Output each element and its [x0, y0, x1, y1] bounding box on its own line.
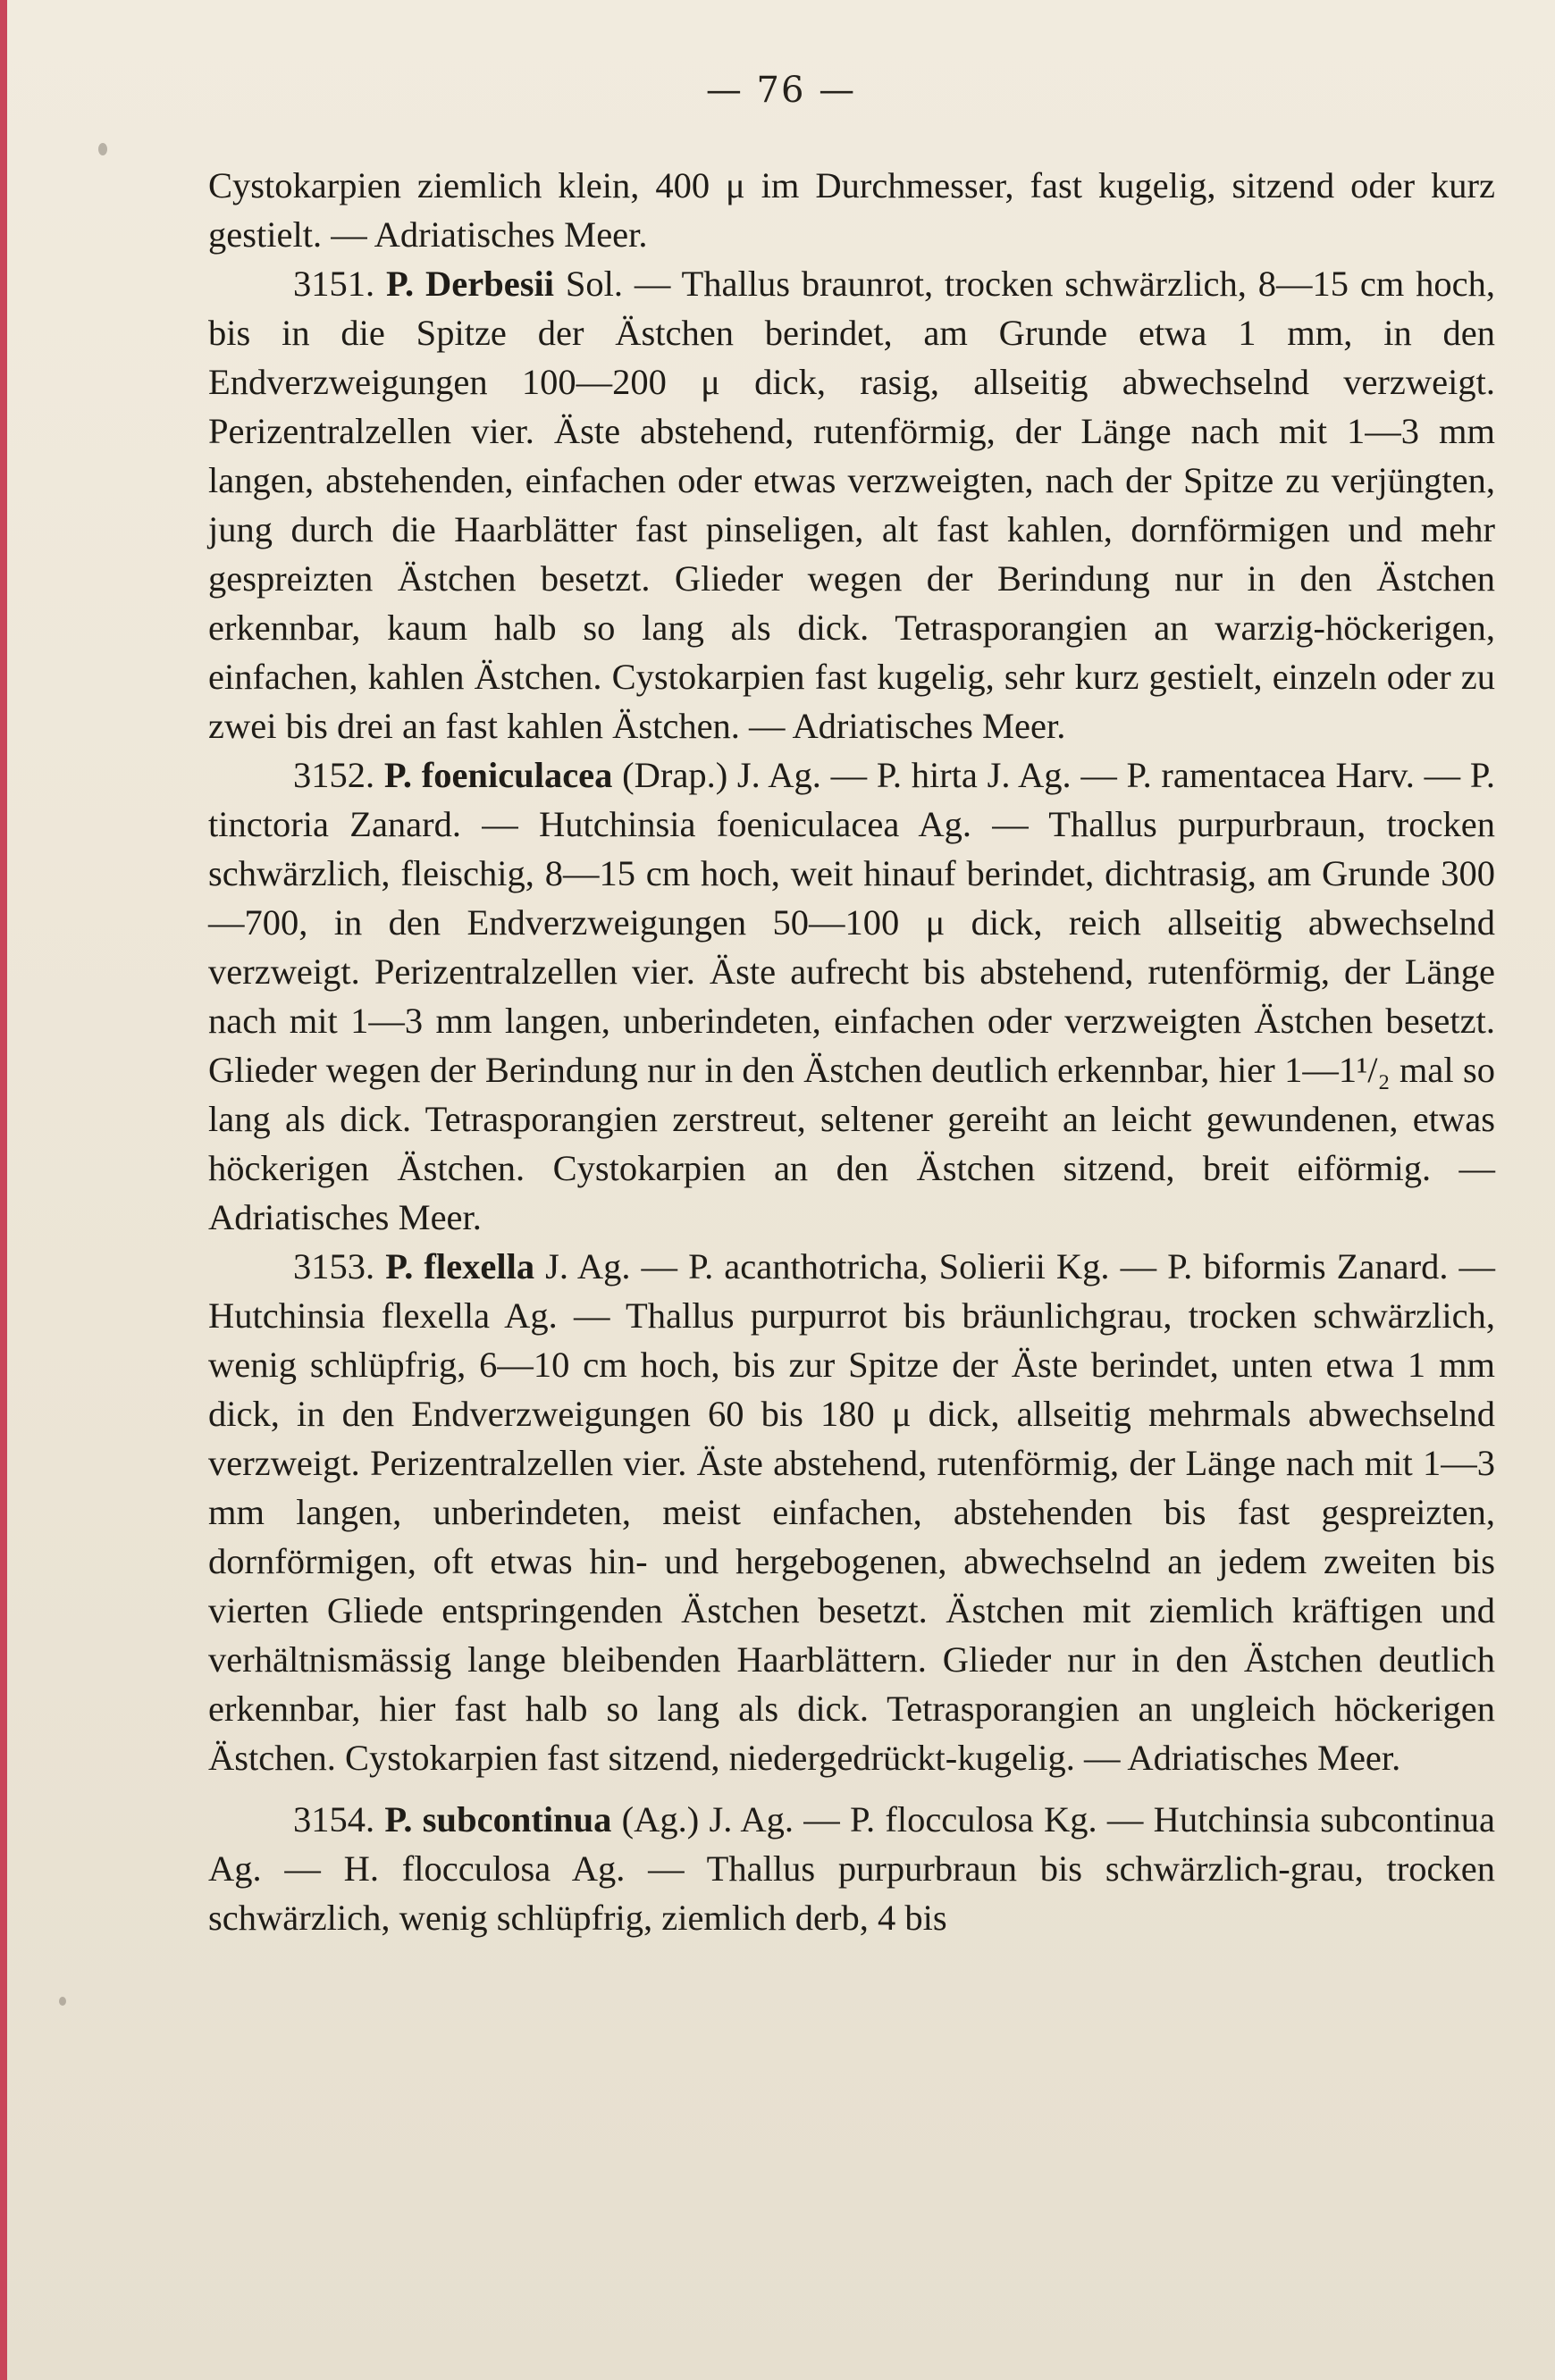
genus-abbrev: P.	[386, 264, 415, 304]
entry-description: J. Ag. — P. acanthotricha, Solierii Kg. — P. biformis Zanard. — Hutchinsia flexella Ag. — Thallus purpurrot bis bräunlichgrau, trocken schwärzlich, wenig schlüpfrig, 6—10 cm hoch, bis zur Spitze der Äste berindet, unten etwa 1 mm dick, in den Endverzweigungen 60 bis 180 μ dick, allseitig mehrmals abwechselnd verzweigt. Perizentralzellen vier. Äste abstehend, rutenförmig, der Länge nach mit 1—3 mm langen, unberindeten, meist einfachen, abstehenden bis fast gespreizten, dornförmigen, oft etwas hin- und hergebogenen, abwechselnd an jedem zweiten bis vierten Gliede entspringenden Ästchen besetzt. Ästchen mit ziemlich kräftigen und verhältnismässig lange bleibenden Haarblättern. Glieder nur in den Ästchen deutlich erkennbar, hier fast halb so lang als dick. Tetrasporangien an ungleich höckerigen Ästchen. Cystokarpien fast sitzend, niedergedrückt-kugelig. — Adriatisches Meer.	[208, 1246, 1496, 1778]
species-name: flexella	[424, 1246, 535, 1286]
entry-number: 3151.	[293, 264, 375, 304]
species-entry-3153	[208, 1242, 1495, 1782]
genus-abbrev: P.	[385, 1246, 414, 1286]
book-page	[7, 0, 1555, 2380]
entry-number: 3153.	[293, 1246, 375, 1286]
species-entry-3152	[208, 750, 1495, 1242]
species-name: subcontinua	[422, 1799, 612, 1839]
paper-blemish	[59, 1997, 66, 2006]
intro-paragraph: Cystokarpien ziemlich klein, 400 μ im Durchmesser, fast kugelig, sitzend oder kurz gestielt. — Adriatisches Meer.	[208, 165, 1495, 255]
genus-abbrev: P.	[383, 755, 412, 795]
paper-blemish	[98, 143, 107, 155]
page-number: — 76 —	[705, 70, 857, 111]
entry-number: 3154.	[293, 1799, 375, 1839]
body-text	[208, 161, 1495, 1942]
genus-abbrev: P.	[384, 1799, 413, 1839]
species-entry-3154	[208, 1795, 1495, 1942]
species-entry-3151	[208, 259, 1495, 750]
entry-description: (Ag.) J. Ag. — P. flocculosa Kg. — Hutchinsia subcontinua Ag. — H. flocculosa Ag. — Thallus purpurbraun bis schwärzlich-grau, trocken schwärzlich, wenig schlüpfrig, ziemlich derb, 4 bis	[208, 1799, 1496, 1938]
species-name: Derbesii	[425, 264, 554, 304]
entry-number: 3152.	[293, 755, 375, 795]
entry-description: Sol. — Thallus braunrot, trocken schwärzlich, 8—15 cm hoch, bis in die Spitze der Ästchen berindet, am Grunde etwa 1 mm, in den Endverzweigungen 100—200 μ dick, rasig, allseitig abwechselnd verzweigt. Perizentralzellen vier. Äste abstehend, rutenförmig, der Länge nach mit 1—3 mm langen, abstehenden, einfachen oder etwas verzweigten, nach der Spitze zu verjüngten, jung durch die Haarblätter fast pinseligen, alt fast kahlen, dornförmigen und mehr gespreizten Ästchen besetzt. Glieder wegen der Berindung nur in den Ästchen erkennbar, kaum halb so lang als dick. Tetrasporangien an warzig-höckerigen, einfachen, kahlen Ästchen. Cystokarpien fast kugelig, sehr kurz gestielt, einzeln oder zu zwei bis drei an fast kahlen Ästchen. — Adriatisches Meer.	[208, 264, 1496, 746]
page-edge	[0, 0, 7, 2380]
species-name: foeniculacea	[421, 755, 613, 795]
entry-description: (Drap.) J. Ag. — P. hirta J. Ag. — P. ramentacea Harv. — P. tinctoria Zanard. — Hutchinsia foeniculacea Ag. — Thallus purpurbraun, trocken schwärzlich, fleischig, 8—15 cm hoch, weit hinauf berindet, dichtrasig, am Grunde 300—700, in den Endverzweigungen 50—100 μ dick, reich allseitig abwechselnd verzweigt. Perizentralzellen vier. Äste aufrecht bis abstehend, rutenförmig, der Länge nach mit 1—3 mm langen, unberindeten, einfachen oder verzweigten Ästchen besetzt. Glieder wegen der Berindung nur in den Ästchen deutlich erkennbar, hier 1—1¹/₂ mal so lang als dick. Tetrasporangien zerstreut, seltener gereiht an leicht gewundenen, etwas höckerigen Ästchen. Cystokarpien an den Ästchen sitzend, breit eiförmig. — Adriatisches Meer.	[208, 755, 1496, 1237]
